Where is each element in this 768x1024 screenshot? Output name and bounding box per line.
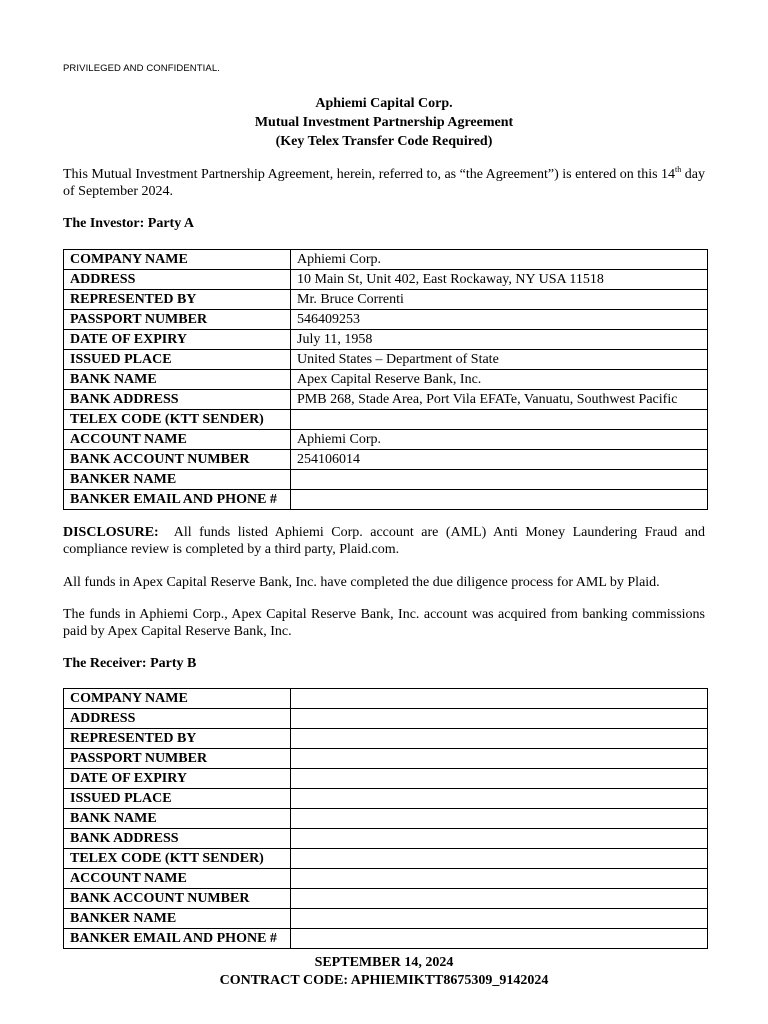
field-value: Mr. Bruce Correnti (291, 290, 708, 310)
table-row (64, 270, 708, 290)
field-label: BANKER EMAIL AND PHONE # (64, 490, 291, 510)
field-value[interactable] (291, 809, 708, 829)
contract-code: CONTRACT CODE: APHIEMIKTT8675309_9142024 (219, 973, 549, 988)
intro-text: This Mutual Investment Partnership Agreement, herein, referred to, as “the Agreement”) is entered on this 14 (63, 167, 676, 182)
table-row (64, 689, 708, 709)
field-label: ACCOUNT NAME (64, 869, 291, 889)
field-value[interactable] (291, 709, 708, 729)
field-value[interactable] (291, 749, 708, 769)
footer (0, 954, 768, 990)
field-value: United States – Department of State (291, 350, 708, 370)
field-value[interactable] (291, 929, 708, 949)
field-label: BANKER NAME (64, 470, 291, 490)
field-label: COMPANY NAME (64, 689, 291, 709)
table-row (64, 370, 708, 390)
field-value (291, 490, 708, 510)
field-value[interactable] (291, 869, 708, 889)
field-label: BANK NAME (64, 809, 291, 829)
table-row (64, 470, 708, 490)
field-label: PASSPORT NUMBER (64, 749, 291, 769)
title-agreement: Mutual Investment Partnership Agreement (254, 115, 514, 130)
table-row (64, 290, 708, 310)
field-label: BANKER NAME (64, 909, 291, 929)
field-value: 254106014 (291, 450, 708, 470)
field-label: ADDRESS (64, 270, 291, 290)
field-value: Aphiemi Corp. (291, 250, 708, 270)
party-b-table (63, 688, 708, 949)
field-value: Apex Capital Reserve Bank, Inc. (291, 370, 708, 390)
table-row (64, 450, 708, 470)
disclosure-label: DISCLOSURE: (63, 525, 159, 540)
table-row (64, 909, 708, 929)
field-label: REPRESENTED BY (64, 729, 291, 749)
field-value[interactable] (291, 769, 708, 789)
field-label: REPRESENTED BY (64, 290, 291, 310)
field-label: BANK ADDRESS (64, 390, 291, 410)
field-value[interactable] (291, 829, 708, 849)
table-row (64, 869, 708, 889)
table-row (64, 729, 708, 749)
field-label: BANKER EMAIL AND PHONE # (64, 929, 291, 949)
intro-text-end: day of September 2024. (63, 167, 706, 199)
field-value[interactable] (291, 789, 708, 809)
title-subtitle: (Key Telex Transfer Code Required) (275, 134, 493, 149)
table-row (64, 430, 708, 450)
field-label: BANK ACCOUNT NUMBER (64, 450, 291, 470)
table-row (64, 310, 708, 330)
field-value: 10 Main St, Unit 402, East Rockaway, NY USA 11518 (291, 270, 708, 290)
field-value: PMB 268, Stade Area, Port Vila EFATe, Vanuatu, Southwest Pacific (291, 390, 708, 410)
table-row (64, 410, 708, 430)
party-a-table (63, 249, 708, 510)
field-label: PASSPORT NUMBER (64, 310, 291, 330)
funds-paragraph: The funds in Aphiemi Corp., Apex Capital Reserve Bank, Inc. account was acquired from banking commissions paid by Apex Capital Reserve Bank, Inc. (63, 607, 705, 639)
party-b-heading: The Receiver: Party B (63, 656, 197, 671)
field-value: Aphiemi Corp. (291, 430, 708, 450)
table-row (64, 350, 708, 370)
field-value: July 11, 1958 (291, 330, 708, 350)
field-value (291, 470, 708, 490)
table-row (64, 809, 708, 829)
field-label: TELEX CODE (KTT SENDER) (64, 849, 291, 869)
table-row (64, 250, 708, 270)
table-row (64, 769, 708, 789)
field-label: TELEX CODE (KTT SENDER) (64, 410, 291, 430)
table-row (64, 849, 708, 869)
field-label: ISSUED PLACE (64, 789, 291, 809)
field-label: ISSUED PLACE (64, 350, 291, 370)
field-value[interactable] (291, 909, 708, 929)
document-title (0, 94, 768, 151)
table-row (64, 709, 708, 729)
field-label: DATE OF EXPIRY (64, 769, 291, 789)
table-row (64, 929, 708, 949)
field-value[interactable] (291, 889, 708, 909)
intro-superscript: th (675, 165, 682, 174)
field-label: BANK ACCOUNT NUMBER (64, 889, 291, 909)
table-row (64, 789, 708, 809)
field-value (291, 410, 708, 430)
field-value[interactable] (291, 849, 708, 869)
disclosure-text: All funds listed Aphiemi Corp. account are (AML) Anti Money Laundering Fraud and compliance review is completed by a third party, Plaid.com. (63, 525, 705, 557)
footer-date: SEPTEMBER 14, 2024 (314, 955, 454, 970)
table-row (64, 829, 708, 849)
table-row (64, 390, 708, 410)
table-row (64, 490, 708, 510)
field-label: ADDRESS (64, 709, 291, 729)
disclosure-paragraph (63, 524, 705, 558)
table-row (64, 889, 708, 909)
field-label: BANK ADDRESS (64, 829, 291, 849)
field-label: ACCOUNT NAME (64, 430, 291, 450)
title-company: Aphiemi Capital Corp. (315, 96, 453, 111)
aml-paragraph: All funds in Apex Capital Reserve Bank, Inc. have completed the due diligence process for AML by Plaid. (63, 575, 660, 590)
field-value: 546409253 (291, 310, 708, 330)
field-value[interactable] (291, 729, 708, 749)
table-row (64, 330, 708, 350)
party-a-heading: The Investor: Party A (63, 216, 195, 231)
field-label: BANK NAME (64, 370, 291, 390)
table-row (64, 749, 708, 769)
field-label: DATE OF EXPIRY (64, 330, 291, 350)
field-label: COMPANY NAME (64, 250, 291, 270)
field-value[interactable] (291, 689, 708, 709)
confidential-note: PRIVILEGED AND CONFIDENTIAL. (63, 63, 220, 74)
intro-paragraph (63, 166, 705, 200)
